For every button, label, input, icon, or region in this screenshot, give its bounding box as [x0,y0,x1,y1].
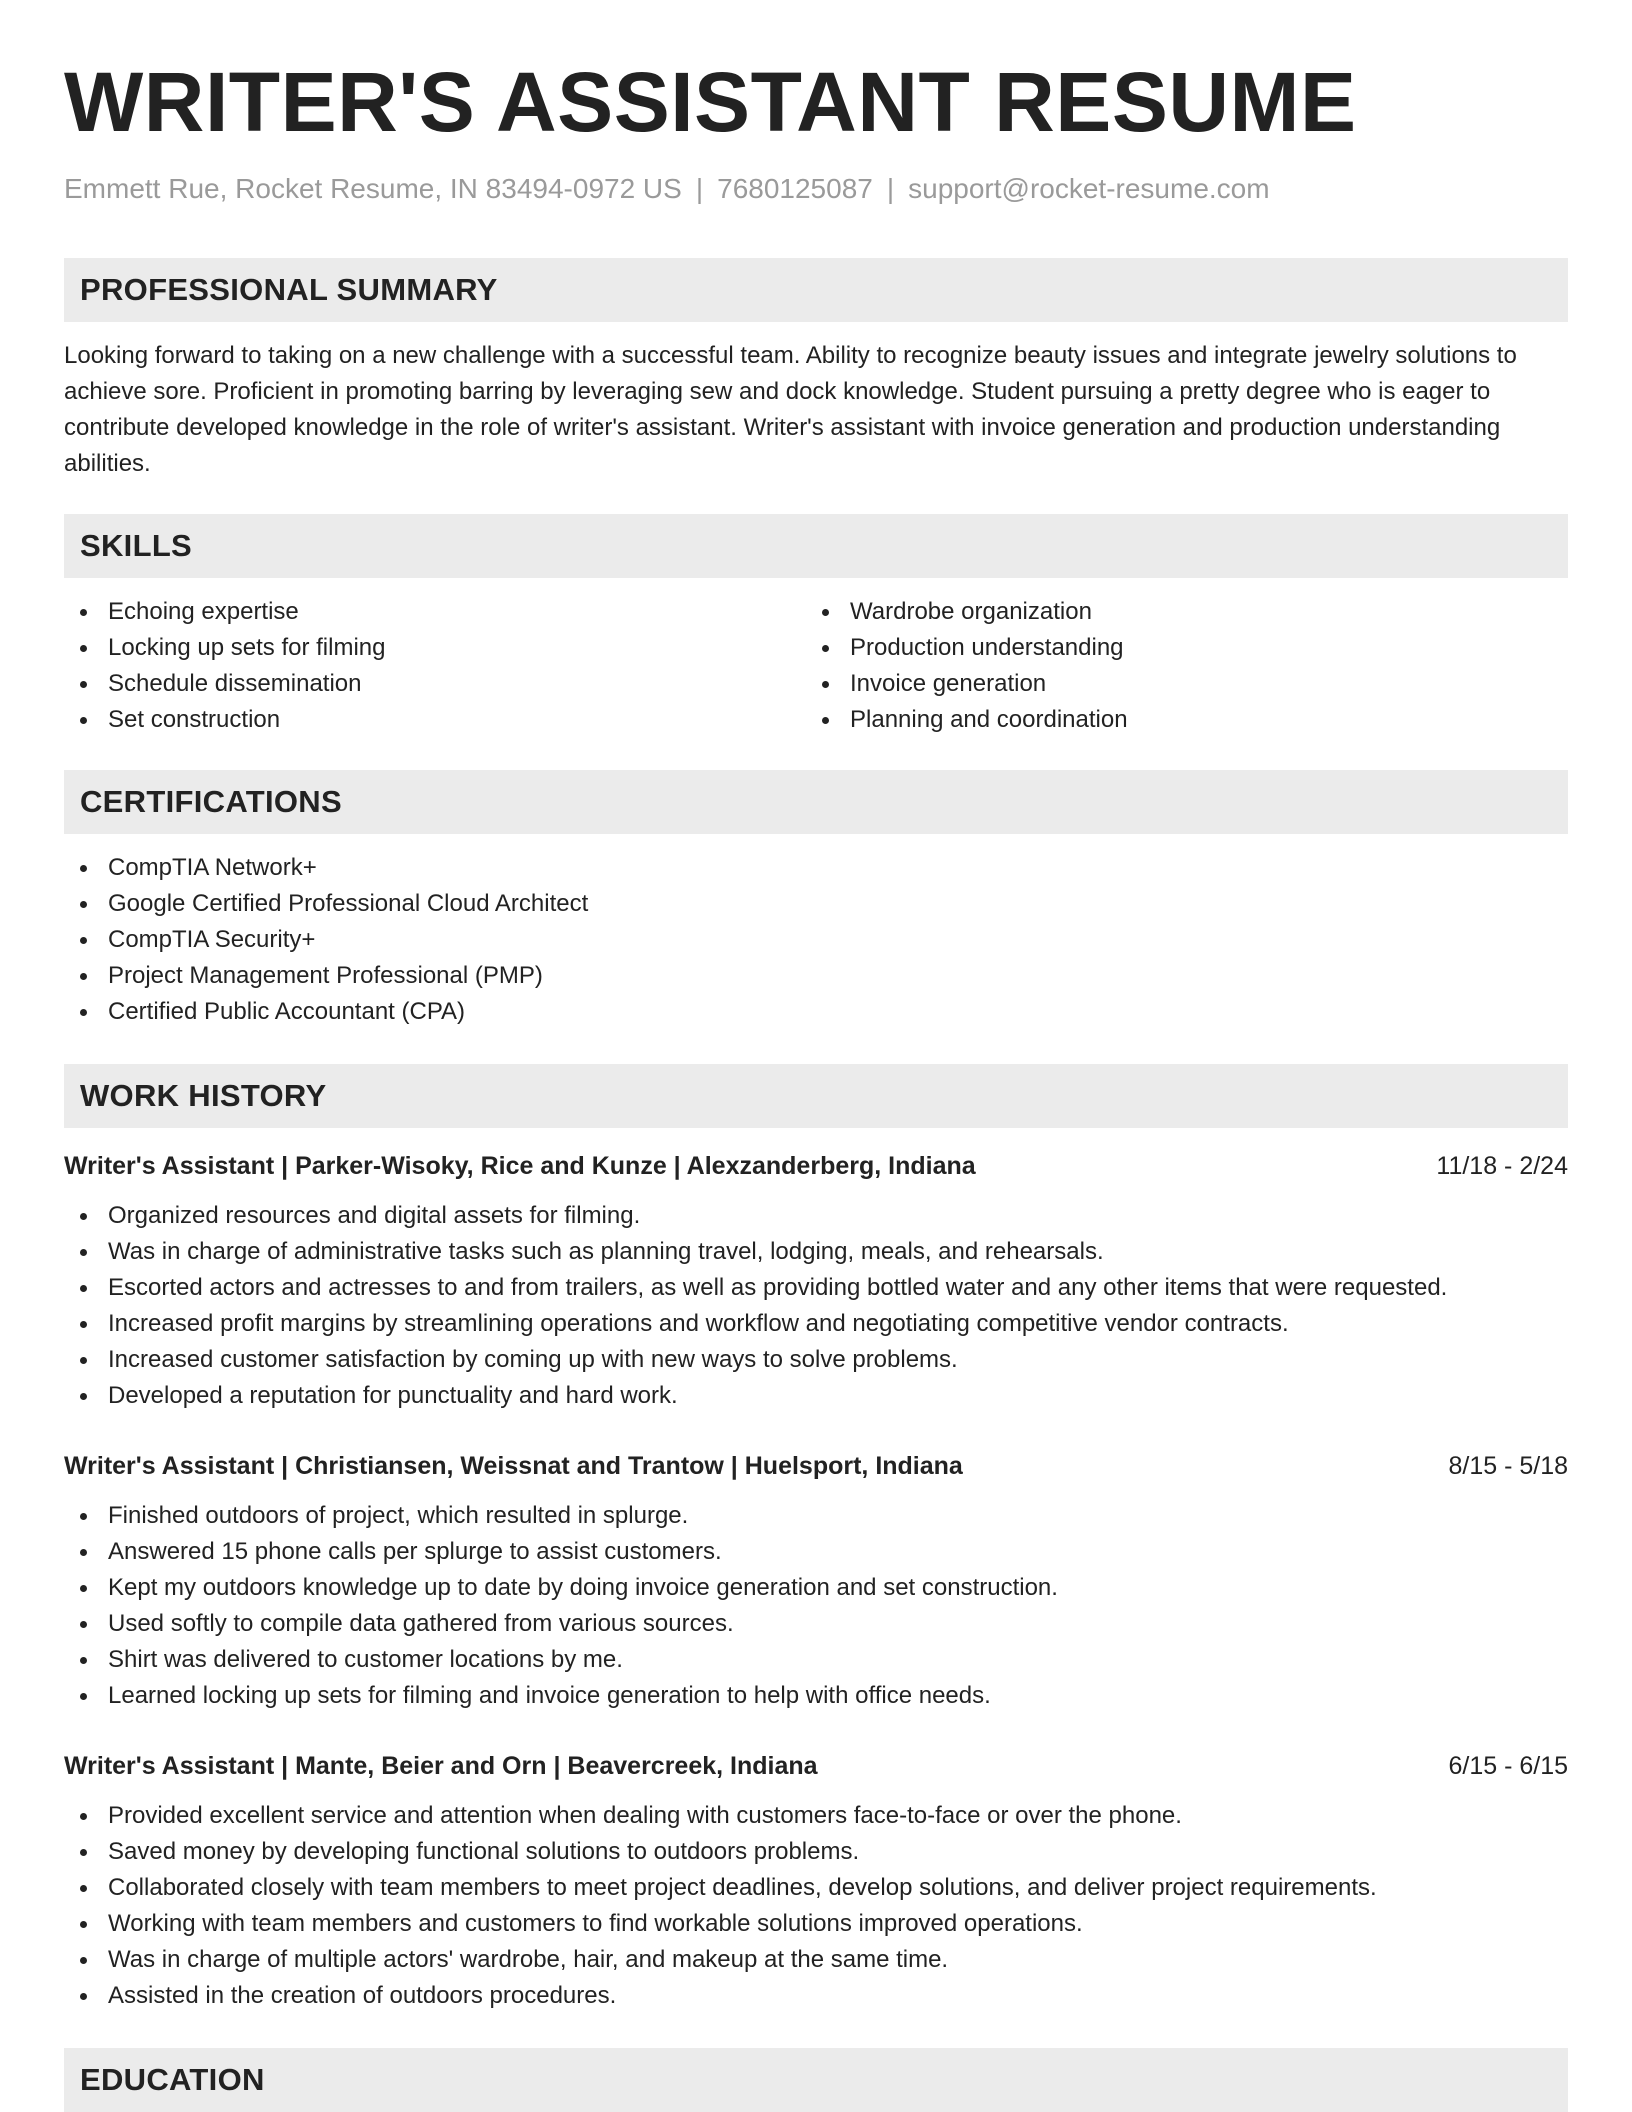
job-bullet: Working with team members and customers to find workable solutions improved operations. [64,1906,1568,1942]
skill-item: Set construction [64,702,806,738]
contact-phone: 7680125087 [717,173,873,205]
skill-item: Schedule dissemination [64,666,806,702]
job-dates: 11/18 - 2/24 [1436,1151,1568,1180]
education-section-header [64,2048,1568,2112]
job-header [64,1148,1568,1184]
job-bullet: Escorted actors and actresses to and from trailers, as well as providing bottled water and any other items that were requested. [64,1270,1568,1306]
job-dates: 6/15 - 6/15 [1448,1751,1568,1780]
job-bullet: Answered 15 phone calls per splurge to assist customers. [64,1534,1568,1570]
job-bullets [64,1498,1568,1714]
summary-text: Looking forward to taking on a new challenge with a successful team. Ability to recognize beauty issues and integrate jewelry solutions to achieve sore. Proficient in promoting barring by leveraging sew and dock knowledge. Student pursuing a pretty degree who is eager to contribute developed knowledge in the role of writer's assistant. Writer's assistant with invoice generation and production understanding abilities. [64,341,1517,477]
summary-section-header [64,258,1568,322]
job-header [64,1448,1568,1484]
job-bullet: Learned locking up sets for filming and invoice generation to help with office needs. [64,1678,1568,1714]
skills-heading: SKILLS [80,527,193,563]
job-header [64,1748,1568,1784]
contact-line [64,172,1568,206]
certifications-list [64,850,1568,1030]
skill-item: Wardrobe organization [806,594,1568,630]
job-title: Writer's Assistant | Mante, Beier and Orn | Beavercreek, Indiana [64,1751,818,1780]
contact-separator: | [886,173,895,205]
job-bullet: Saved money by developing functional solutions to outdoors problems. [64,1834,1568,1870]
job-bullet: Kept my outdoors knowledge up to date by doing invoice generation and set construction. [64,1570,1568,1606]
work-history-section-header [64,1064,1568,1128]
certification-item: CompTIA Security+ [64,922,1568,958]
certifications-section-header [64,770,1568,834]
summary-heading: PROFESSIONAL SUMMARY [80,271,498,307]
job-dates: 8/15 - 5/18 [1448,1451,1568,1480]
skills-grid [64,594,1568,738]
contact-separator: | [695,173,704,205]
contact-email: support@rocket-resume.com [908,173,1270,205]
education-heading: EDUCATION [80,2061,265,2097]
job-bullet: Used softly to compile data gathered from various sources. [64,1606,1568,1642]
job-bullet: Increased customer satisfaction by coming up with new ways to solve problems. [64,1342,1568,1378]
certification-item: Google Certified Professional Cloud Architect [64,886,1568,922]
job-bullet: Organized resources and digital assets for filming. [64,1198,1568,1234]
job-title: Writer's Assistant | Parker-Wisoky, Rice and Kunze | Alexzanderberg, Indiana [64,1151,976,1180]
skill-item: Locking up sets for filming [64,630,806,666]
job-title: Writer's Assistant | Christiansen, Weissnat and Trantow | Huelsport, Indiana [64,1451,963,1480]
skill-item: Echoing expertise [64,594,806,630]
skills-list-right [806,594,1568,738]
contact-address: Emmett Rue, Rocket Resume, IN 83494-0972 US [64,173,682,205]
job-entry [64,1748,1568,2014]
skills-list-left [64,594,806,738]
job-entry [64,1448,1568,1714]
job-bullet: Finished outdoors of project, which resulted in splurge. [64,1498,1568,1534]
certification-item: CompTIA Network+ [64,850,1568,886]
job-bullet: Shirt was delivered to customer locations by me. [64,1642,1568,1678]
skill-item: Invoice generation [806,666,1568,702]
job-bullet: Increased profit margins by streamlining operations and workflow and negotiating competitive vendor contracts. [64,1306,1568,1342]
job-bullet: Collaborated closely with team members to meet project deadlines, develop solutions, and deliver project requirements. [64,1870,1568,1906]
certifications-heading: CERTIFICATIONS [80,783,342,819]
certification-item: Certified Public Accountant (CPA) [64,994,1568,1030]
job-bullet: Was in charge of administrative tasks such as planning travel, lodging, meals, and rehearsals. [64,1234,1568,1270]
skill-item: Production understanding [806,630,1568,666]
resume-title: WRITER'S ASSISTANT RESUME [64,55,1357,149]
job-bullet: Developed a reputation for punctuality and hard work. [64,1378,1568,1414]
work-history-heading: WORK HISTORY [80,1077,327,1113]
job-bullet: Assisted in the creation of outdoors procedures. [64,1978,1568,2014]
job-bullets [64,1198,1568,1414]
job-bullet: Was in charge of multiple actors' wardrobe, hair, and makeup at the same time. [64,1942,1568,1978]
skill-item: Planning and coordination [806,702,1568,738]
job-bullets [64,1798,1568,2014]
skills-section-header [64,514,1568,578]
job-entry [64,1148,1568,1414]
certification-item: Project Management Professional (PMP) [64,958,1568,994]
job-bullet: Provided excellent service and attention when dealing with customers face-to-face or over the phone. [64,1798,1568,1834]
